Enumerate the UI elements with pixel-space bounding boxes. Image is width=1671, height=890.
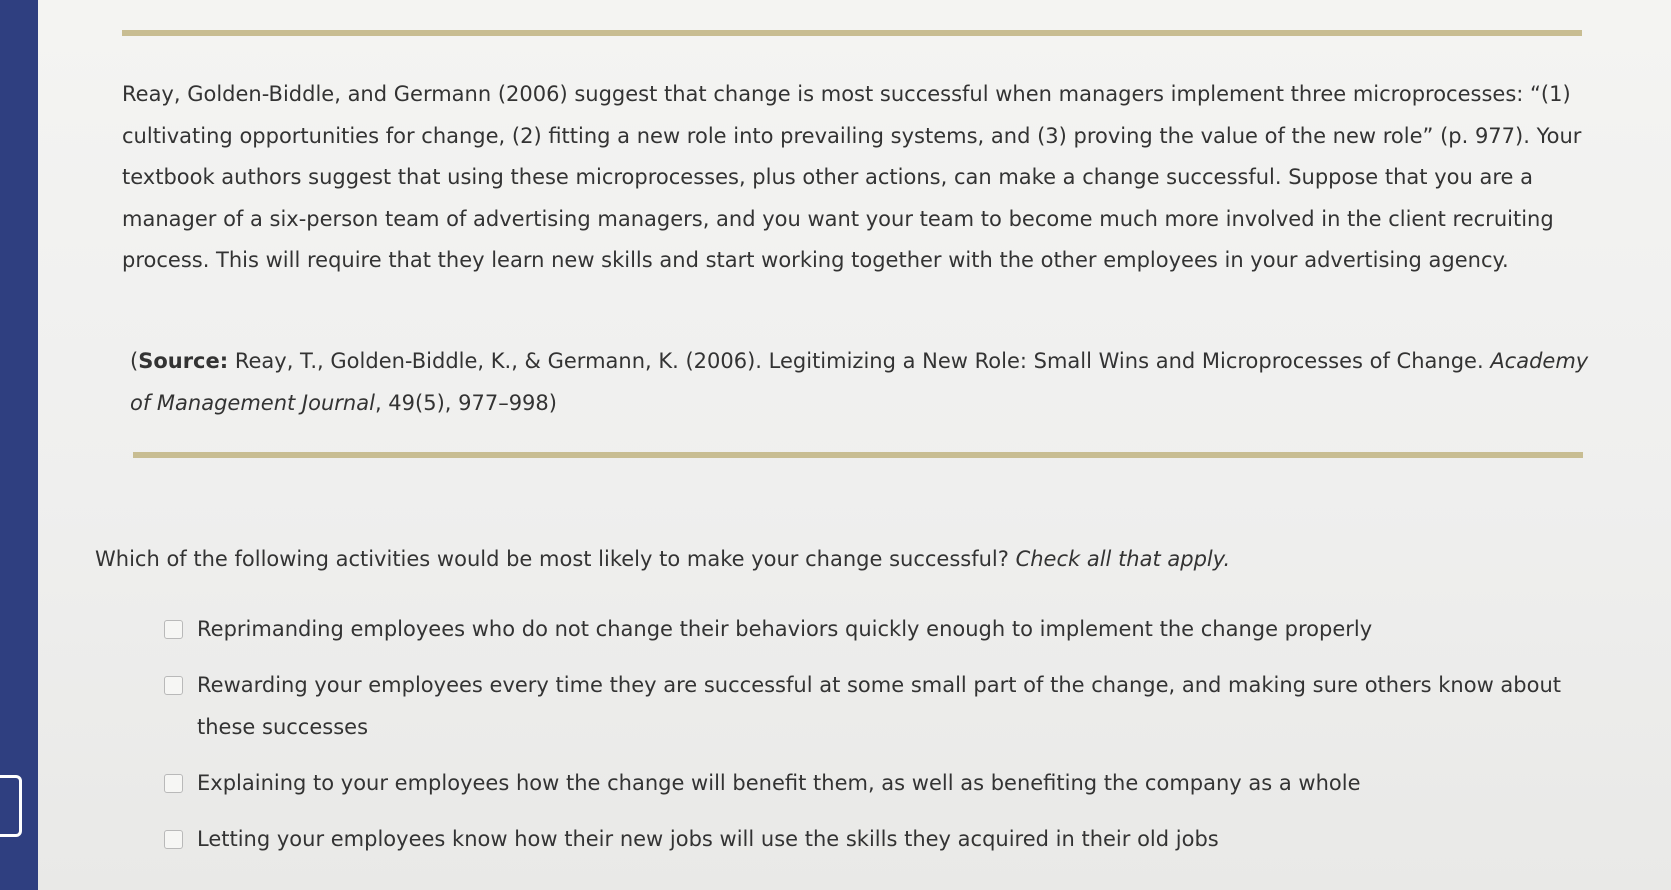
top-divider — [122, 30, 1582, 36]
option-checkbox[interactable] — [164, 774, 183, 793]
source-details: , 49(5), 977–998) — [374, 391, 557, 415]
option-explaining[interactable] — [164, 762, 1604, 804]
option-label[interactable]: Rewarding your employees every time they are successful at some small part of the change, and making sure others know about these successes — [197, 673, 1562, 739]
question-instruction: Check all that apply. — [1015, 547, 1231, 571]
option-checkbox[interactable] — [164, 830, 183, 849]
option-label[interactable]: Letting your employees know how their new jobs will use the skills they acquired in their old jobs — [197, 827, 1219, 851]
option-label[interactable]: Explaining to your employees how the change will benefit them, as well as benefiting the company as a whole — [197, 771, 1361, 795]
answer-options — [164, 608, 1604, 874]
option-checkbox[interactable] — [164, 676, 183, 695]
option-checkbox[interactable] — [164, 620, 183, 639]
question-prompt — [95, 544, 1595, 574]
source-citation-text: Reay, T., Golden-Biddle, K., & Germann, K. (2006). Legitimizing a New Role: Small Wins and Microprocesses of Change. — [228, 349, 1491, 373]
option-reprimanding[interactable] — [164, 608, 1604, 650]
option-rewarding[interactable] — [164, 664, 1604, 748]
source-label: Source: — [138, 349, 229, 373]
option-letting[interactable] — [164, 818, 1604, 860]
question-page — [38, 0, 1671, 890]
source-open-paren: ( — [130, 349, 139, 373]
scenario-passage — [122, 74, 1592, 282]
question-text: Which of the following activities would be most likely to make your change successful? — [95, 547, 1016, 571]
option-label[interactable]: Reprimanding employees who do not change their behaviors quickly enough to implement the change properly — [197, 617, 1373, 641]
source-citation — [130, 340, 1590, 424]
middle-divider — [133, 452, 1583, 458]
scenario-text: Reay, Golden-Biddle, and Germann (2006) suggest that change is most successful when managers implement three microprocesses: “(1) cultivating opportunities for change, (2) fitting a new role into prevailing systems, and (3) proving the value of the new role” (p. 977). Your textbook authors suggest that using these microprocesses, plus other actions, can make a change successful. Suppose that you are a manager of a six-person team of advertising managers, and you want your team to become much more involved in the client recruiting process. This will require that they learn new skills and start working together with the other employees in your advertising agency. — [122, 82, 1582, 272]
left-frame-bar — [0, 0, 38, 890]
bracket-handle-icon[interactable] — [0, 775, 22, 837]
source-journal: Academy of Management Journal — [130, 349, 1589, 415]
